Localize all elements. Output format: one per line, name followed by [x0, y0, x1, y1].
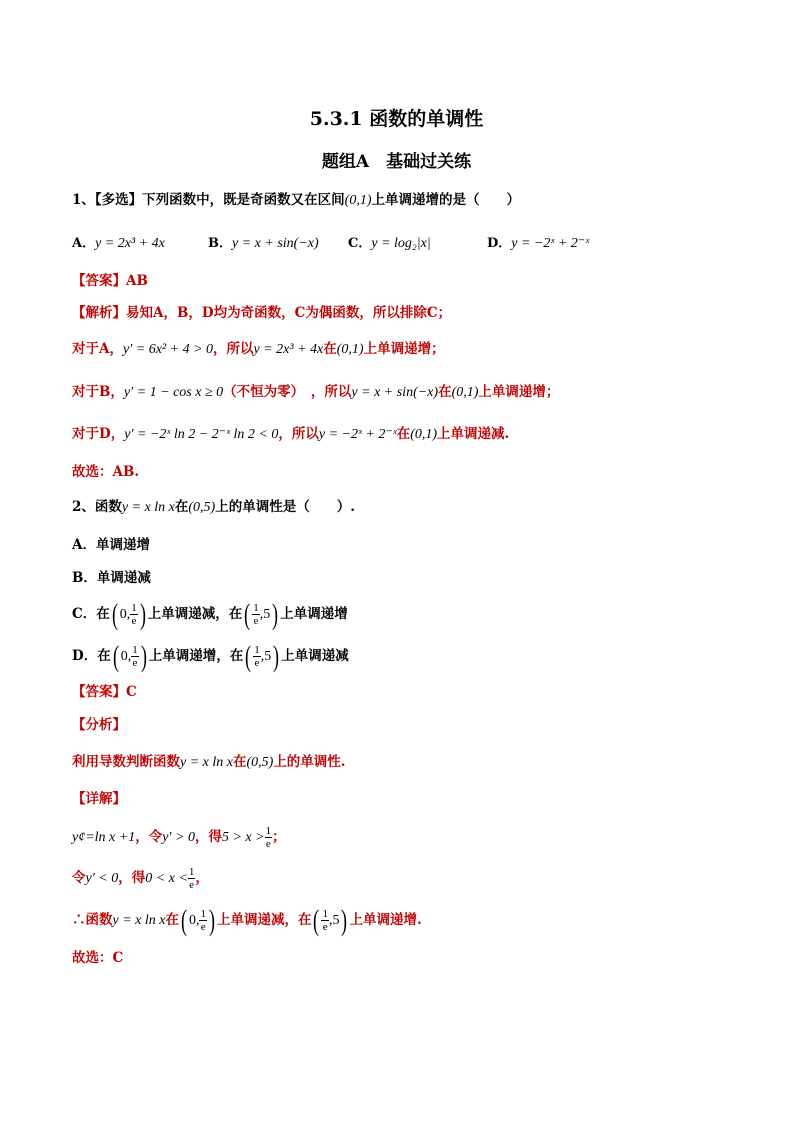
q1-option-b: B．y = x + sin(−x) [208, 236, 319, 251]
q2-stem: 2、函数y = x ln x在(0,5)上的单调性是（ ）. [72, 499, 355, 515]
q2-choose: 故选：C [72, 950, 124, 966]
interval-inv-e-to-five: ( $\frac{1}{e}$ ,5 ) [244, 597, 279, 631]
q2-detail-label: 【详解】 [72, 791, 126, 807]
page-title: 5.3.1 函数的单调性 [309, 108, 484, 130]
q2-analysis-label: 【分析】 [72, 717, 126, 733]
q1-stem [72, 190, 520, 211]
q1-answer: 【答案】AB [72, 273, 148, 289]
q1-option-d: D．y = −2ˣ + 2⁻ˣ [487, 236, 590, 251]
q1-choose: 故选：AB. [72, 464, 140, 480]
q1-option-c: C．y = log₂|x| [348, 236, 431, 251]
section-subtitle: 题组A 基础过关练 [321, 152, 472, 172]
q2-analysis: 利用导数判断函数y = x ln x在(0,5)上的单调性. [72, 754, 346, 770]
q2-option-d: D．在 ( 0, $\frac{1}{e}$ ) 上单调递增，在 ( $\frac{1}{e}$ ,5 ) 上单调递减 [72, 639, 349, 673]
q2-step-3: ∴函数y = x ln x在 ( 0, $\frac{1}{e}$ ) 上单调递减，在 ( $\frac{1}{e}$ ,5 ) 上单调递增. [72, 903, 422, 937]
q2-option-b: B．单调递减 [72, 570, 151, 586]
q1-analysis-line-a: 对于A，y′ = 6x² + 4 > 0，所以y = 2x³ + 4x在(0,1)上单调递增； [72, 341, 445, 357]
q2-answer: 【答案】C [72, 684, 137, 700]
q1-analysis-head: 【解析】易知A，B，D均为奇函数，C为偶函数，所以排除C； [72, 305, 452, 321]
q2-option-c: C．在 ( 0, $\frac{1}{e}$ ) 上单调递减，在 ( $\frac{1}{e}$ ,5 ) 上单调递增 [72, 597, 348, 631]
q1-analysis-line-d: 对于D，y′ = −2ˣ ln 2 − 2⁻ˣ ln 2 < 0，所以y = −2ˣ + 2⁻ˣ在(0,1)上单调递减. [72, 426, 510, 442]
q1-stem-suffix: 上单调递增的是（ ） [371, 192, 520, 208]
q1-option-a: A．y = 2x³ + 4x [72, 236, 165, 251]
q1-stem-prefix: 1、【多选】下列函数中，既是奇函数又在区间 [72, 192, 345, 208]
q2-step-2: 令y′ < 0，得0 < x < $\frac{1}{e}$ ， [72, 866, 209, 891]
q1-analysis-line-b: 对于B，y′ = 1 − cos x ≥ 0（不恒为零） ，所以y = x + sin(−x)在(0,1)上单调递增； [72, 384, 560, 400]
q2-step-1: y¢=ln x +1，令y′ > 0，得5 > x > $\frac{1}{e}$ ； [72, 825, 286, 850]
interval-zero-to-inv-e: ( 0, $\frac{1}{e}$ ) [111, 597, 146, 631]
q1-stem-interval: (0,1) [344, 193, 372, 208]
q2-option-a: A．单调递增 [72, 537, 150, 553]
